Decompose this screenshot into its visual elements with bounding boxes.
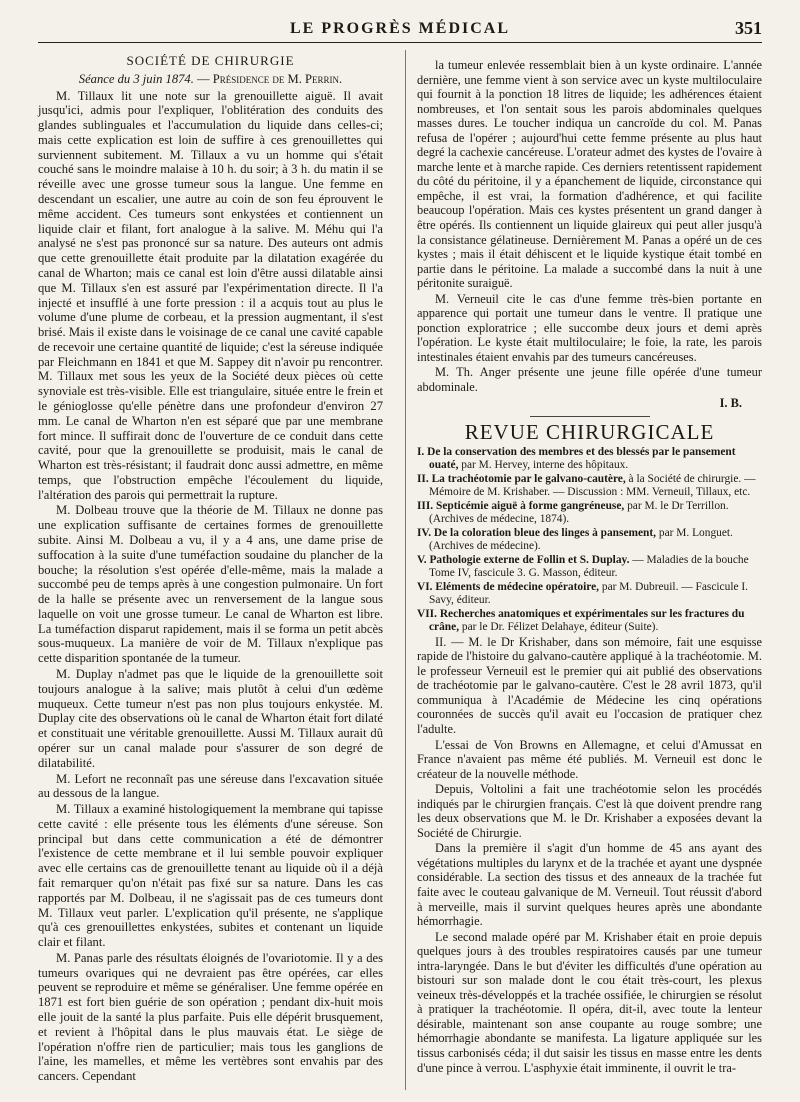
item-detail: à la Société de chirurgie. — Mémoire de M. Krishaber. — Discussion : MM. Verneuil, Tillaux, etc. (429, 472, 756, 498)
item-number: I. (417, 445, 425, 458)
item-detail: par le Dr. Félizet Delahaye, éditeur (Suite). (459, 620, 659, 633)
item-number: VI. (417, 580, 433, 593)
section-title: SOCIÉTÉ DE CHIRURGIE (126, 53, 295, 68)
contents-list (417, 446, 762, 634)
contents-item (417, 473, 762, 499)
presidency: — Présidence de M. Perrin. (197, 71, 343, 86)
column-divider (405, 50, 406, 1090)
contents-item (417, 608, 762, 634)
paragraph: M. Lefort ne reconnaît pas une séreuse dans l'excavation située au dessous de la langue. (38, 771, 383, 801)
page-header (38, 18, 762, 44)
separator-rule (530, 416, 650, 417)
contents-item (417, 554, 762, 580)
item-detail: par M. Hervey, interne des hôpitaux. (458, 458, 629, 471)
paragraph: M. Dolbeau trouve que la théorie de M. Tillaux ne donne pas une explication suffisante de certaines formes de grenouillette subite. Ainsi M. Dolbeau a vu, il y a 4 ans, une dame prise de suffocation à la suite d'une tuméfaction soudaine du plancher de la bouche; la résolution s'est opérée d'elle-même, mais la malade a succombé peu de temps après à une congestion pulmonaire. Un fort de la halle se présente avec un renversement de la langue sous laquelle on voit une grosse tumeur. Le canal de Wharton est libre. La tuméfaction disparut rapidement, mais il se forma un petit abcès sous-muqueux. La manière de voir de M. Tillaux n'explique pas cette disparition spontanée de la tumeur. (38, 503, 383, 666)
paragraph: M. Tillaux a examiné histologiquement la membrane qui tapisse cette cavité : elle présente tous les éléments d'une séreuse. Son principal but dans cette communication a été de démontrer l'existence de cette membrane et il lui semble pouvoir expliquer avec elle certains cas de grenouillette tenant au liquide où il a déjà fait remarquer qu'on n'était pas fixé sur sa nature. Dans les cas rapportés par M. Dolbeau, il ne s'agissait pas de ces tumeurs dont M. Tillaux veut parler. L'explication qu'il présente, ne s'applique qu'à ces grenouillettes enkystées, subites et contenant un liquide clair et filant. (38, 802, 383, 950)
session-line (38, 72, 383, 87)
paragraph: M. Duplay n'admet pas que le liquide de la grenouillette soit toujours analogue à la salive; mais plutôt à celui d'un œdème muqueux. Cette tumeur n'est pas non plus toujours enkystée. M. Duplay cite des observations où le canal de Wharton était fort dilaté et constituait une véritable grenouillette. Aussi M. Tillaux aurait dû opérer sur un canal malade pour s'assurer de son degré de dilatabilité. (38, 667, 383, 770)
contents-item (417, 581, 762, 607)
left-column (38, 54, 383, 1085)
item-title: De la coloration bleue des linges à pansement, (433, 526, 657, 539)
paragraph: L'essai de Von Browns en Allemagne, et celui d'Amussat en France n'avaient pas même été publiés. M. Verneuil est donc le créateur de la nouvelle méthode. (417, 737, 762, 781)
signature: I. B. (719, 395, 742, 410)
header-rule (38, 42, 762, 43)
item-title: Pathologie externe de Follin et S. Duplay. (429, 553, 630, 566)
session-date: Séance du 3 juin 1874. (78, 71, 194, 86)
item-number: V. (417, 553, 427, 566)
item-number: II. (417, 472, 429, 485)
paragraph: Le second malade opéré par M. Krishaber était en proie depuis quelques jours à des troubles respiratoires causés par une tumeur intra-laryngée. Dans le but d'éviter les difficultés d'une opération au bistouri sur son malade dont le cou était très-court, les plexus veineux très-développés et la trachée ossifiée, le chirurgien se résolut à pratiquer la trachéotomie. Il opéra, dit-il, avec toute la lenteur désirable, maintenant son anse coupante au rouge sombre; une hémorrhagie abondante se manifesta. La ligature appliquée sur les tissus carbonisés céda; il dut saisir les tissus en masse entre les dents d'une pince à verrou. L'asphyxie était imminente, il ouvrit le tra- (417, 929, 762, 1075)
item-detail: — Maladies de la bouche Tome IV, fascicule 3. G. Masson, éditeur. (429, 553, 749, 579)
paragraph: M. Verneuil cite le cas d'une femme très-bien portante en apparence qui portait une tumeur dans le ventre. Il pratique une ponction exploratrice ; elle succombe deux jours et demi après l'opération. Le kyste était multiloculaire; le foie, la rate, les parois intestinales étaient envahis par des tumeurs cancéreuses. (417, 291, 762, 364)
page-number: 351 (735, 18, 762, 38)
paragraph: Depuis, Voltolini a fait une trachéotomie selon les procédés indiqués par le chirurgien français. C'est là que doivent prendre rang les deux observations que M. le Dr. Krishaber a exposées devant la Société de Chirurgie. (417, 782, 762, 840)
item-number: IV. (417, 526, 432, 539)
item-title: Recherches anatomiques et expérimentales sur les fractures du crâne, (429, 607, 745, 633)
item-detail: par M. Dubreuil. — Fascicule I. Savy, éditeur. (429, 580, 749, 606)
paragraph: II. — M. le Dr Krishaber, dans son mémoire, fait une esquisse rapide de l'histoire du galvano-cautère appliqué à la trachéotomie. M. le professeur Verneuil est le premier qui ait publié des observations de trachéotomie par le galvano-cautère. C'est le 28 avril 1873, qu'il communiqua à l'Académie de Médecine les cinq opérations couronnées de succès qu'il avait eu l'occasion de pratiquer chez l'adulte. (417, 634, 762, 736)
paragraph: M. Tillaux lit une note sur la grenouillette aiguë. Il avait jusqu'ici, admis pour l'expliquer, l'oblitération des conduits des glandes sublinguales et l'accumulation du liquide dans celles-ci; mais cette explication est loin de suffire à ces grenouillettes qui surviennent subitement. M. Tillaux a vu un homme qui s'était couché sans le moindre malaise à 10 h. du soir; à 3 h. du matin il se réveille avec une grosse tumeur sous la langue. Une femme en descendant un escalier, une autre au coin de son feu éprouvent le même accident. Ces tumeurs sont enkystées et contiennent un liquide clair et filant, fort analogue à la salive. M. Méhu qui l'a analysé ne s'est pas prononcé sur sa nature. Des auteurs ont admis que cette grenouillette était produite par la dilatation exagérée du canal de Wharton; mais ce canal est loin d'être aussi dilatable ainsi que M. Tillaux s'en est assuré par l'expérimentation directe. Il l'a injecté et insufflé à une forte pression : il a acquis tout au plus le volume d'une plume de corbeau, et la pression augmentant, il s'est brisé. Mais il existe dans le voisinage de ce canal une cavité capable de recevoir une certaine quantité de liquide; c'est la séreuse indiquée par Fleichmann en 1841 et que M. Sappey dit n'avoir pu rencontrer. M. Tillaux met sous les yeux de la Société deux pièces où cette synoviale est très-visible. Elle est triangulaire, située entre le frein et le génioglosse qu'elle pénètre dans une profondeur d'environ 27 mm. Le canal de Wharton n'en est séparé que par une membrane fort mince. Il suffirait donc de l'ouverture de ce conduit dans cette cavité, pour que la grenouillette se produisit, mais le canal de Wharton est très-résistant; il faudrait donc aussi admettre, en même temps, que l'obstruction empêche l'écoulement du liquide, l'altération des parois qui permettrait la rupture. (38, 88, 383, 502)
contents-item (417, 500, 762, 526)
item-title: De la conservation des membres et des blessés par le pansement ouaté, (427, 445, 736, 471)
running-title: LE PROGRÈS MÉDICAL (289, 20, 511, 37)
paragraph: Dans la première il s'agit d'un homme de 45 ans ayant des végétations multiples du larynx et de la trachée et ayant une dyspnée considérable. La section des tissus et des anneaux de la trachée fut faite avec le couteau galvanique de M. Verneuil. Tout réussit d'abord à merveille, mais il survint quelques heures après une abondante hémorrhagie. (417, 841, 762, 929)
revue-title: REVUE CHIRURGICALE (464, 420, 715, 445)
item-title: La trachéotomie par le galvano-cautère, (431, 472, 626, 485)
item-title: Septicémie aiguë à forme gangréneuse, (436, 499, 625, 512)
item-number: III. (417, 499, 434, 512)
item-detail: par M. Longuet. (Archives de médecine). (429, 526, 733, 552)
paragraph: la tumeur enlevée ressemblait bien à un kyste ordinaire. L'année dernière, une femme vient à son service avec un kyste multiloculaire qui fournit à la ponction 18 litres de liquide; les adhérences étaient nombreuses, et l'on sentait sous les parois abdominales quelques masses dures. Le toucher indiqua un cancroïde du col. M. Panas refusa de l'opérer ; aujourd'hui cette femme présente au plus haut degré la cachexie cancéreuse. L'orateur admet des kystes de l'ovaire à marche lente et à marche rapide. Ces derniers retentissent rapidement du côté du péritoine, il y a épanchement de liquide, circonstance qui empêche, il est vrai, la formation d'adhérence, et qui facilite beaucoup l'opération. Mais ces kystes présentent un grand danger à être opérés. Ils contiennent un liquide glaireux qui peut aller jusqu'à la consistance gélatineuse. Dernièrement M. Panas a opéré un de ces kystes ; mais il était déhiscent et le liquide kystique était tombé en partie dans le péritoine. La malade a succombé dans la nuit à une péritonite suraiguë. (417, 58, 762, 291)
paragraph: M. Th. Anger présente une jeune fille opérée d'une tumeur abdominale. (417, 365, 762, 395)
paragraph: M. Panas parle des résultats éloignés de l'ovariotomie. Il y a des tumeurs ovariques qui ne devraient pas être opérées, car elles peuvent se reproduire et même se généraliser. Une femme opérée en 1871 est fort bien guérie de son opération ; pendant dix-huit mois elle jouit de la santé la plus parfaite. Puis elle dépérit brusquement, et revient à l'hôpital dans le plus mauvais état. Le siège de l'opération n'offre rien de particulier; mais tous les ganglions de l'aine, les mamelles, et même les vertèbres sont envahis par des cancers. Cependant (38, 950, 383, 1084)
contents-item (417, 527, 762, 553)
item-title: Eléments de médecine opératoire, (435, 580, 600, 593)
contents-item (417, 446, 762, 472)
item-detail: par M. le Dr Terrillon. (Archives de médecine, 1874). (429, 499, 729, 525)
right-column (417, 58, 762, 1076)
item-number: VII. (417, 607, 437, 620)
